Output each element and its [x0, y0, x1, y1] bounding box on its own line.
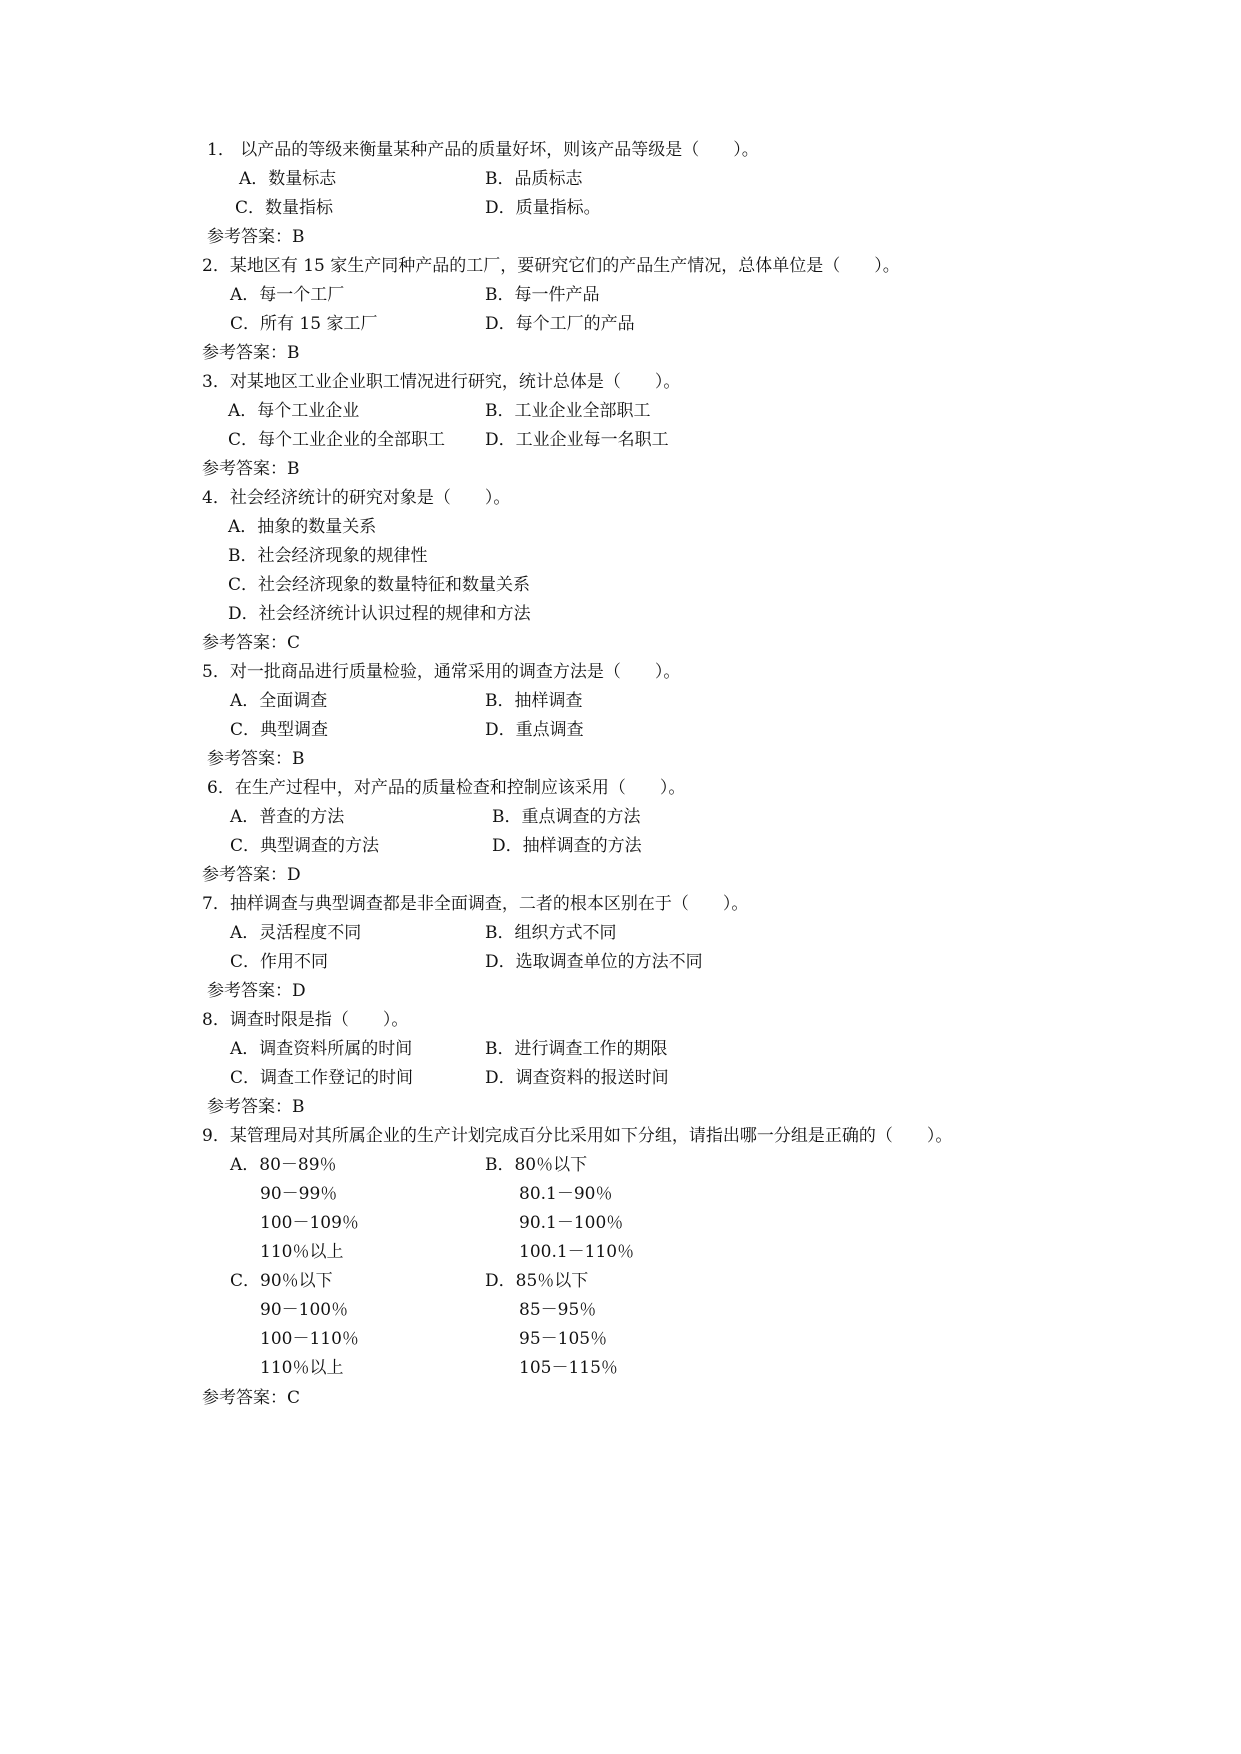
- question-3-option-c: C．每个工业企业的全部职工: [228, 430, 446, 450]
- question-3-option-d: D．工业企业每一名职工: [485, 430, 669, 450]
- question-4-option-c: C．社会经济现象的数量特征和数量关系: [228, 575, 531, 595]
- question-4-stem: 4．社会经济统计的研究对象是（ ）。: [202, 488, 511, 508]
- question-3-option-b: B．工业企业全部职工: [485, 401, 651, 421]
- question-2-option-a: A．每一个工厂: [230, 285, 345, 305]
- question-4-option-b: B．社会经济现象的规律性: [228, 546, 428, 566]
- question-2-option-c: C．所有 15 家工厂: [230, 314, 378, 334]
- question-9-option-d-line-4: 105－115％: [519, 1358, 618, 1378]
- question-8-stem: 8．调查时限是指（ ）。: [202, 1010, 409, 1030]
- question-9-option-d-line-1: D．85％以下: [485, 1271, 589, 1291]
- question-9-option-b-line-4: 100.1－110％: [519, 1242, 635, 1262]
- question-3-stem: 3．对某地区工业企业职工情况进行研究，统计总体是（ ）。: [202, 372, 681, 392]
- question-1-option-d: D．质量指标。: [485, 198, 601, 218]
- question-9-option-c-line-3: 100－110％: [260, 1329, 359, 1349]
- question-5-option-c: C．典型调查: [230, 720, 329, 740]
- question-1-option-c: C．数量指标: [235, 198, 334, 218]
- question-9-option-a-line-4: 110％以上: [260, 1242, 344, 1262]
- question-1-answer: 参考答案：B: [207, 227, 305, 247]
- question-9-option-b-line-2: 80.1－90％: [519, 1184, 613, 1204]
- question-9-option-c-line-1: C．90％以下: [230, 1271, 333, 1291]
- question-9-option-c-line-2: 90－100％: [260, 1300, 349, 1320]
- question-5-answer: 参考答案：B: [207, 749, 305, 769]
- question-9-option-b-line-1: B．80％以下: [485, 1155, 588, 1175]
- question-9-option-c-line-4: 110％以上: [260, 1358, 344, 1378]
- question-1-option-b: B．品质标志: [485, 169, 583, 189]
- question-7-option-d: D．选取调查单位的方法不同: [485, 952, 703, 972]
- question-7-option-b: B．组织方式不同: [485, 923, 617, 943]
- question-5-option-d: D．重点调查: [485, 720, 584, 740]
- question-9-option-a-line-1: A．80－89％: [230, 1155, 337, 1175]
- question-9-option-d-line-3: 95－105％: [519, 1329, 608, 1349]
- question-2-option-d: D．每个工厂的产品: [485, 314, 635, 334]
- question-1-option-a: A．数量标志: [239, 169, 337, 189]
- question-8-option-b: B．进行调查工作的期限: [485, 1039, 668, 1059]
- question-5-stem: 5．对一批商品进行质量检验，通常采用的调查方法是（ ）。: [202, 662, 681, 682]
- question-2-stem: 2．某地区有 15 家生产同种产品的工厂，要研究它们的产品生产情况，总体单位是（ ）。: [202, 256, 900, 276]
- question-3-answer: 参考答案：B: [202, 459, 300, 479]
- question-9-answer: 参考答案：C: [202, 1388, 301, 1408]
- question-3-option-a: A．每个工业企业: [228, 401, 360, 421]
- question-9-option-a-line-2: 90－99％: [260, 1184, 338, 1204]
- question-6-answer: 参考答案：D: [202, 865, 301, 885]
- question-9-option-b-line-3: 90.1－100％: [519, 1213, 624, 1233]
- question-5-option-a: A．全面调查: [230, 691, 328, 711]
- question-2-option-b: B．每一件产品: [485, 285, 600, 305]
- question-7-option-c: C．作用不同: [230, 952, 329, 972]
- question-6-stem: 6．在生产过程中，对产品的质量检查和控制应该采用（ ）。: [207, 778, 686, 798]
- question-9-option-d-line-2: 85－95％: [519, 1300, 597, 1320]
- question-6-option-c: C．典型调查的方法: [230, 836, 380, 856]
- question-4-option-d: D．社会经济统计认识过程的规律和方法: [228, 604, 531, 624]
- question-6-option-a: A．普查的方法: [230, 807, 345, 827]
- question-4-answer: 参考答案：C: [202, 633, 301, 653]
- question-9-stem: 9．某管理局对其所属企业的生产计划完成百分比采用如下分组，请指出哪一分组是正确的（ ）。: [202, 1126, 953, 1146]
- question-9-option-a-line-3: 100－109％: [260, 1213, 359, 1233]
- question-8-option-a: A．调查资料所属的时间: [230, 1039, 413, 1059]
- question-7-option-a: A．灵活程度不同: [230, 923, 362, 943]
- question-7-answer: 参考答案：D: [207, 981, 306, 1001]
- question-1-stem: 1． 以产品的等级来衡量某种产品的质量好坏，则该产品等级是（ ）。: [207, 140, 759, 160]
- question-4-option-a: A．抽象的数量关系: [228, 517, 377, 537]
- question-2-answer: 参考答案：B: [202, 343, 300, 363]
- question-8-answer: 参考答案：B: [207, 1097, 305, 1117]
- question-8-option-c: C．调查工作登记的时间: [230, 1068, 414, 1088]
- question-6-option-b: B．重点调查的方法: [492, 807, 641, 827]
- question-8-option-d: D．调查资料的报送时间: [485, 1068, 669, 1088]
- question-5-option-b: B．抽样调查: [485, 691, 583, 711]
- question-7-stem: 7．抽样调查与典型调查都是非全面调查，二者的根本区别在于（ ）。: [202, 894, 749, 914]
- question-6-option-d: D．抽样调查的方法: [492, 836, 642, 856]
